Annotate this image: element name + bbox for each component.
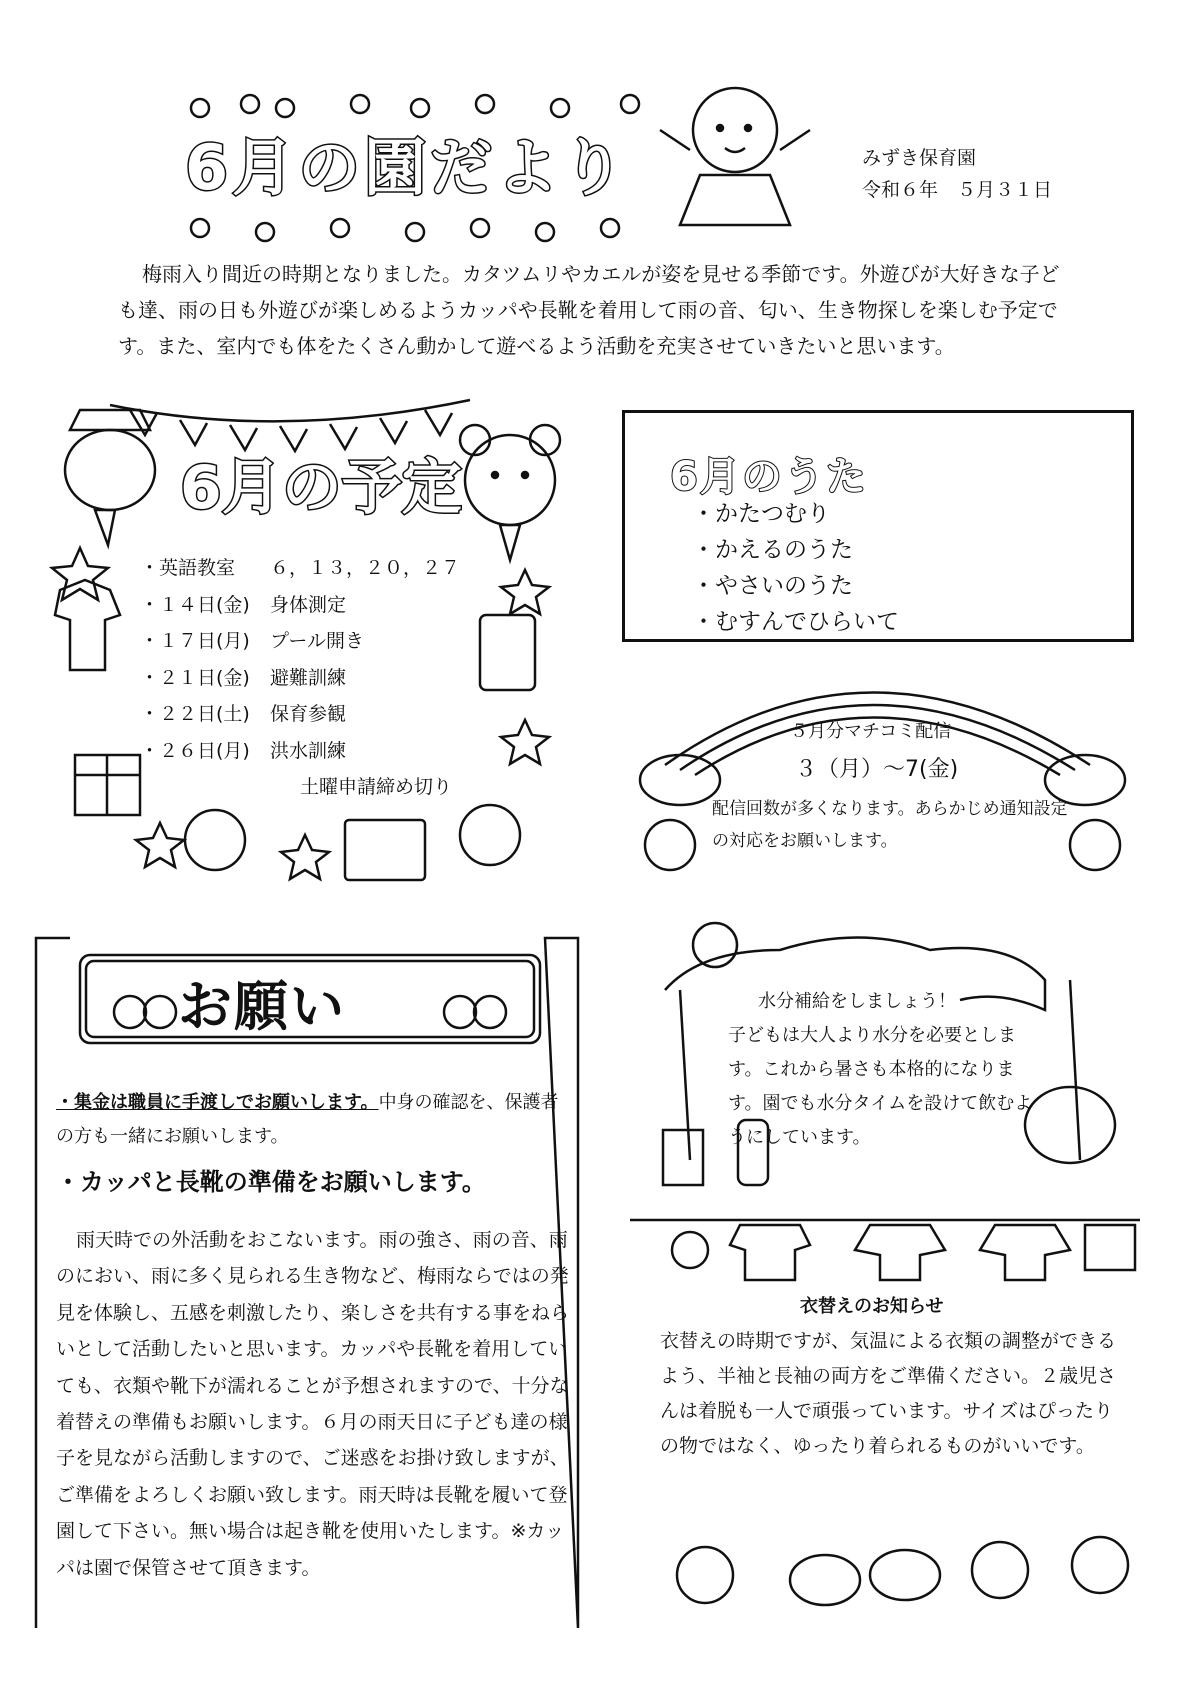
intro-paragraph: 梅雨入り間近の時期となりました。カタツムリやカエルが姿を見せる季節です。外遊びが大好きな子ども達、雨の日も外遊びが楽しめるようカッパや長靴を着用して雨の音、匂い、生き物探しを楽しむ予定です。また、室内でも体をたくさん動かして遊べるよう活動を充実させていきたいと思います。 <box>118 262 1060 358</box>
tshirt-icon <box>980 1225 1070 1280</box>
list-item: ・２１日(金) 避難訓練 <box>140 666 347 689</box>
rainbow-icon <box>640 693 1125 806</box>
water-body: 子どもは大人より水分を必要とします。これから暑さも本格的になります。園でも水分タイムを設けて飲むようにしています。 <box>728 1025 1033 1148</box>
rose-icon <box>185 810 245 870</box>
songs-title: 6月のうた <box>670 454 868 500</box>
phone-icon <box>480 615 535 690</box>
list-item: ・むすんでひらいて <box>692 609 899 635</box>
songs-list <box>692 496 899 640</box>
bear-illustration-icon <box>460 425 560 560</box>
newsletter-title: 6月の園だより <box>185 131 629 204</box>
machicomi-note: 配信回数が多くなります。あらかじめ通知設定の対応をお願いします。 <box>712 799 1068 851</box>
request-body: 雨天時での外活動をおこないます。雨の強さ、雨の音、雨のにおい、雨に多く見られる生き物など、梅雨ならではの発見を体験し、五感を刺激したり、楽しさを共有する事をねらいとして活動したいと思います。カッパや長靴を着用していても、衣類や靴下が濡れることが予想されますので、十分な着替えの準備もお願いします。６月の雨天日に子ども達の様子を見ながら活動しますので、ご迷惑をお掛け致しますが、ご準備をよろしくお願い致します。雨天時は長靴を履いて登園して下さい。無い場合は起き靴を使用いたします。※カッパは園で保管させて頂きます。 <box>56 1229 570 1579</box>
list-item: ・かたつむり <box>692 501 830 527</box>
tshirt-icon <box>855 1225 945 1280</box>
machicomi-title: ５月分マチコミ配信 <box>790 721 952 742</box>
list-item: ・２２日(土) 保育参観 <box>140 703 347 725</box>
frog-icon <box>972 1542 1028 1598</box>
list-item: ・かえるのうた <box>692 537 853 563</box>
tshirt-icon <box>730 1225 810 1280</box>
bag-icon <box>345 820 425 880</box>
org-info <box>862 142 1052 206</box>
turtle-icon <box>870 1550 940 1600</box>
water-heading: 水分補給をしましょう！ <box>758 991 956 1012</box>
list-item: ・やさいのうた <box>692 573 853 599</box>
org-name: みずき保育園 <box>862 147 977 169</box>
schedule-list <box>140 550 460 769</box>
clothes-body: 衣替えの時期ですが、気温による衣類の調整ができるよう、半袖と長袖の両方をご準備ください。２歳児さんは着脱も一人で頑張っています。サイズはぴったりの物ではなく、ゆったり着られるものがいいです。 <box>660 1330 1117 1457</box>
girl-illustration-icon <box>660 88 810 225</box>
frog-icon <box>1072 1537 1128 1593</box>
list-item: ・英語教室 ６，１３，２０，２７ <box>140 557 461 579</box>
frog-icon <box>677 1547 733 1603</box>
sun-icon <box>693 923 737 967</box>
schedule-note: 土曜申請締め切り <box>300 776 453 798</box>
dog-illustration-icon <box>65 410 155 545</box>
clothes-title: 衣替えのお知らせ <box>800 1296 944 1317</box>
list-item: ・１７日(月) プール開き <box>140 630 365 652</box>
cherry-icon <box>444 996 476 1028</box>
list-item: ・１４日(金) 身体測定 <box>140 593 347 616</box>
request-title: お願い <box>178 975 346 1038</box>
turtle-icon <box>790 1555 860 1605</box>
schedule-title: 6月の予定 <box>180 453 462 523</box>
request-paragraph-1: ・集金は職員に手渡しでお願いします。中身の確認を、保護者の方も一緒にお願いします。 <box>56 1092 559 1147</box>
rose-icon <box>460 805 520 865</box>
frog-icon <box>672 1232 708 1268</box>
request-heading: ・カッパと長靴の準備をお願いします。 <box>56 1168 486 1196</box>
water-section <box>728 985 1048 1155</box>
shorts-icon <box>1085 1225 1135 1270</box>
machicomi-date: ３（月）～7(金) <box>795 757 959 782</box>
cup-icon <box>663 1130 703 1185</box>
issue-date: 令和６年 ５月３１日 <box>862 179 1053 201</box>
cherry-icon <box>114 996 146 1028</box>
list-item: ・２６日(月) 洪水訓練 <box>140 739 347 762</box>
frog-icon <box>645 820 695 870</box>
